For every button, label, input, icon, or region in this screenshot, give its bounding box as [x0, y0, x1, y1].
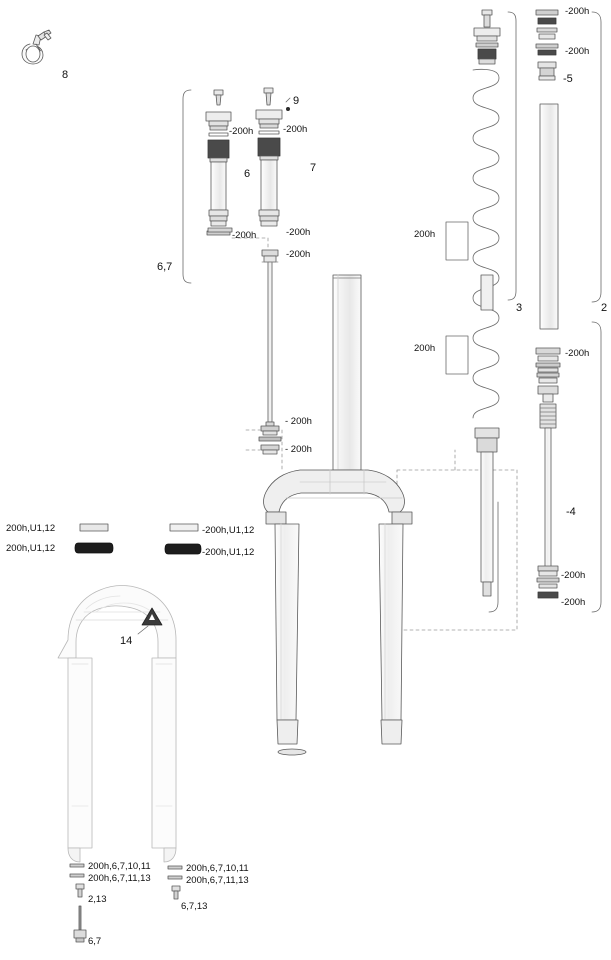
bracket-2-top — [592, 12, 601, 302]
center-damper-rod — [259, 250, 281, 454]
callout-6-7: 6,7 — [157, 261, 173, 273]
callout-6-7-13: 6,7,13 — [181, 901, 208, 912]
torque-label-10: -200h — [565, 348, 590, 359]
callout-2-13: 2,13 — [88, 894, 107, 905]
seal-label-left-2: 200h,U1,12 — [6, 543, 56, 554]
torque-label-1: -200h — [565, 6, 590, 17]
callout-7: 7 — [310, 162, 317, 174]
torque-box-1 — [446, 222, 468, 260]
seal-label-mid-1: -200h,U1,12 — [202, 525, 255, 536]
part-2-stack — [536, 10, 560, 598]
callout-2: 2 — [601, 302, 608, 314]
seal-parts — [75, 524, 201, 554]
torque-label-11: - 200h — [285, 416, 312, 427]
seal-label-left-1: 200h,U1,12 — [6, 523, 56, 534]
callout-9: 9 — [293, 95, 300, 107]
bracket-6-7 — [183, 90, 191, 283]
bottom-label-4: 200h,6,7,11,13 — [186, 875, 249, 886]
torque-label-5: -200h — [232, 230, 257, 241]
torque-label-12: - 200h — [285, 444, 312, 455]
torque-label-14: -200h — [561, 597, 586, 608]
part-8-tool — [22, 30, 51, 64]
bracket-2-bottom — [592, 322, 601, 612]
fork-crown-steerer — [264, 275, 412, 755]
callout-8: 8 — [62, 69, 69, 81]
bottom-label-1: 200h,6,7,10,11 — [88, 861, 151, 872]
torque-label-2: -200h — [565, 46, 590, 57]
bracket-3 — [508, 12, 516, 300]
part-3-spring-assembly — [473, 10, 500, 596]
callout-5: -5 — [563, 73, 573, 85]
part-6-damper — [206, 90, 231, 235]
bottom-label-3: 200h,6,7,10,11 — [186, 863, 249, 874]
callout-3: 3 — [516, 302, 523, 314]
part-7-damper — [256, 88, 282, 226]
torque-label-8: 200h — [414, 229, 436, 240]
lower-leg-casting — [58, 586, 176, 863]
seal-label-mid-2: -200h,U1,12 — [202, 547, 255, 558]
bottom-label-2: 200h,6,7,11,13 — [88, 873, 151, 884]
torque-label-4: -200h — [283, 124, 308, 135]
torque-label-7: -200h — [286, 249, 311, 260]
torque-label-13: -200h — [561, 570, 586, 581]
callout-6-7-bottom: 6,7 — [88, 936, 102, 947]
callout-6: 6 — [244, 168, 251, 180]
torque-box-2 — [446, 336, 468, 374]
torque-label-9: 200h — [414, 343, 436, 354]
torque-label-3: -200h — [229, 126, 254, 137]
callout-4: -4 — [566, 506, 576, 518]
torque-label-6: -200h — [286, 227, 311, 238]
callout-14: 14 — [120, 635, 133, 647]
